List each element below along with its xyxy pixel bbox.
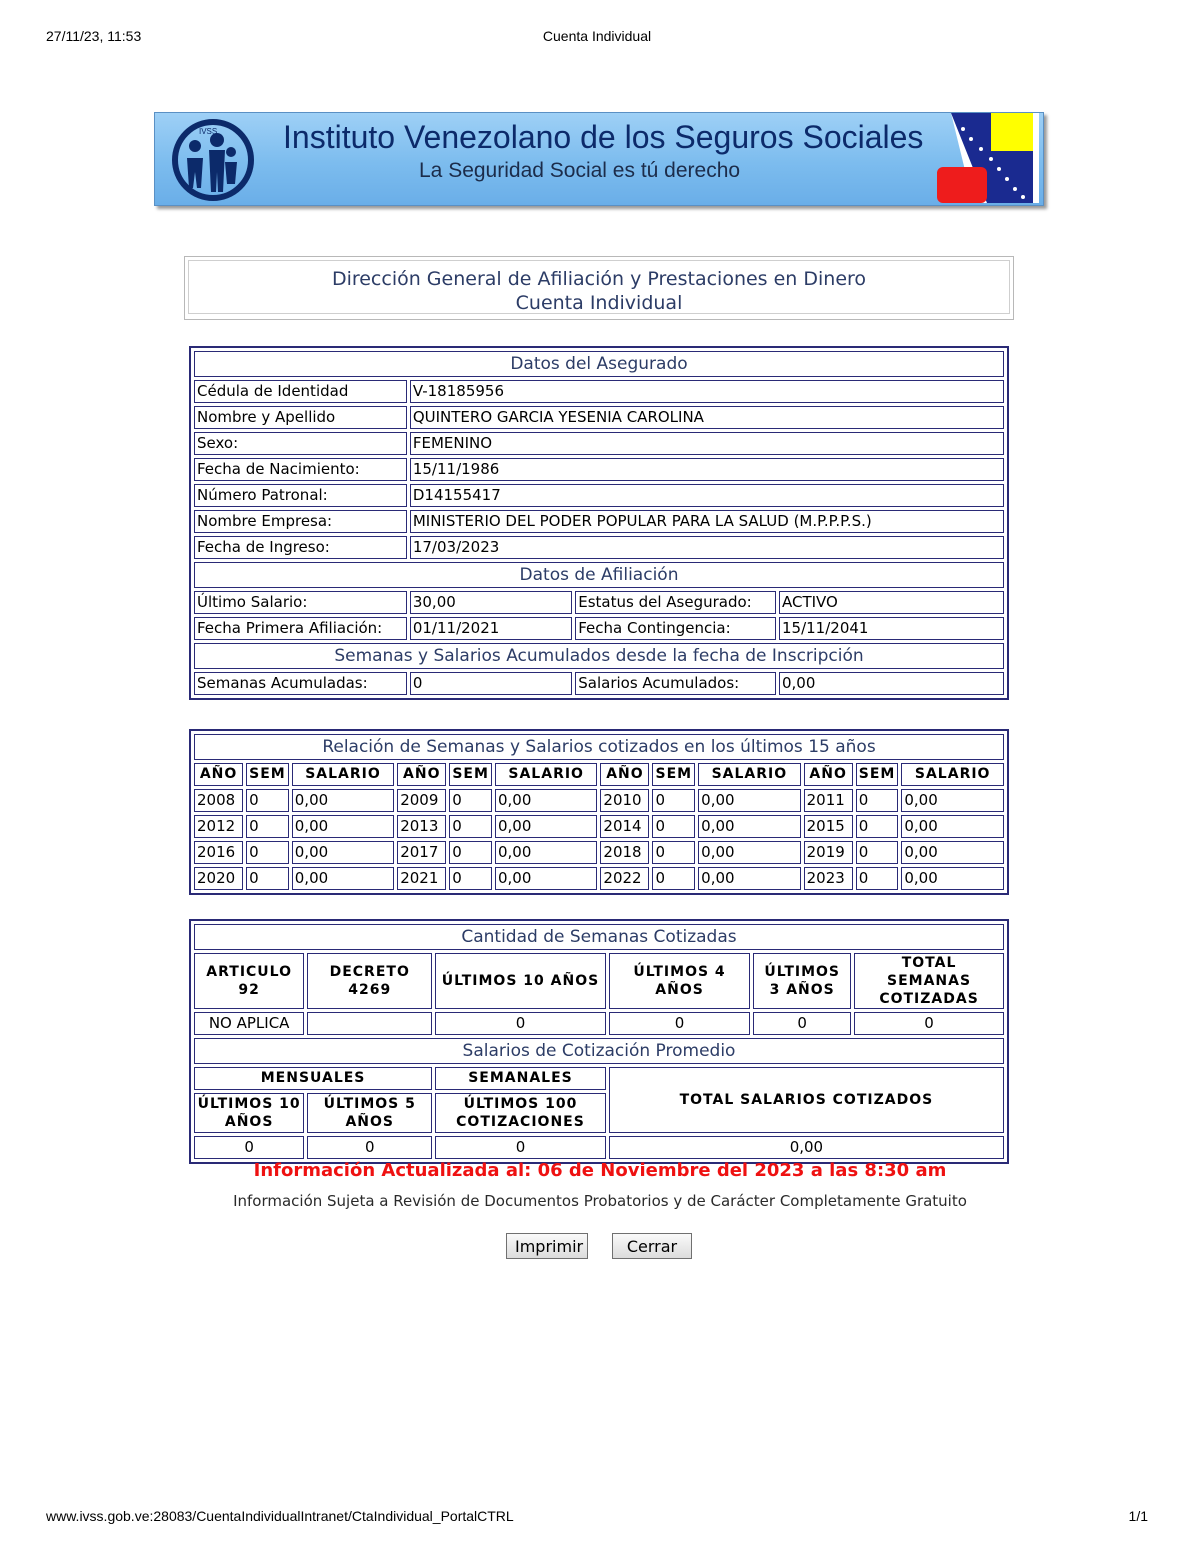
salarios-header-row [194,1067,1004,1090]
salary-cell: 0,00 [901,867,1004,890]
semanas-cotizadas-table [189,919,1009,1164]
print-header [46,28,1148,48]
year-cell: 2020 [194,867,243,890]
weeks-cell: 0 [449,841,492,864]
col-header-salario: SALARIO [901,763,1004,786]
salary-cell: 0,00 [292,841,394,864]
semanales-header: SEMANALES [435,1067,606,1090]
section-title-box [184,256,1014,320]
table-row [194,672,1004,695]
semanas-header-row [194,953,1004,1009]
col-header-ano: AÑO [600,763,649,786]
nombre-label: Nombre y Apellido [194,406,407,429]
table-row [194,841,1004,864]
col-header-ano: AÑO [397,763,446,786]
asegurado-section-title: Datos del Asegurado [194,351,1004,377]
table-row [194,1136,1004,1159]
salary-cell: 0,00 [698,867,800,890]
weeks-cell: 0 [856,789,899,812]
salary-cell: 0,00 [495,789,597,812]
articulo-92-value: NO APLICA [194,1012,304,1035]
decreto-4269-header: DECRETO 4269 [307,953,432,1009]
total-salarios-value: 0,00 [609,1136,1004,1159]
col-header-salario: SALARIO [292,763,394,786]
col-header-sem: SEM [652,763,695,786]
salary-cell: 0,00 [495,867,597,890]
ultimos-10-anos-subheader: ÚLTIMOS 10 AÑOS [194,1093,304,1133]
weeks-cell: 0 [246,789,289,812]
empresa-value: MINISTERIO DEL PODER POPULAR PARA LA SALUD (M.P.P.P.S.) [410,510,1004,533]
salary-cell: 0,00 [901,789,1004,812]
acumulados-section-title: Semanas y Salarios Acumulados desde la fecha de Inscripción [194,643,1004,669]
table-row [194,867,1004,890]
estatus-value: ACTIVO [779,591,1004,614]
table-row [194,458,1004,481]
table-row [194,617,1004,640]
table-row [194,591,1004,614]
nacimiento-value: 15/11/1986 [410,458,1004,481]
year-cell: 2022 [600,867,649,890]
print-page-number: 1/1 [1128,1508,1148,1524]
year-cell: 2019 [804,841,853,864]
table-row [194,380,1004,403]
weeks-cell: 0 [246,841,289,864]
cedula-label: Cédula de Identidad [194,380,407,403]
weeks-cell: 0 [449,789,492,812]
col-header-salario: SALARIO [495,763,597,786]
ultimos-100-cotizaciones-subheader: ÚLTIMOS 100 COTIZACIONES [435,1093,606,1133]
empresa-label: Nombre Empresa: [194,510,407,533]
salarios-acumulados-value: 0,00 [779,672,1004,695]
total-salarios-header: TOTAL SALARIOS COTIZADOS [609,1067,1004,1133]
print-url: www.ivss.gob.ve:28083/CuentaIndividualIntranet/CtaIndividual_PortalCTRL [46,1508,514,1524]
relacion-header-row [194,763,1004,786]
year-cell: 2010 [600,789,649,812]
relacion-section-title: Relación de Semanas y Salarios cotizados en los últimos 15 años [194,734,1004,760]
print-page-title: Cuenta Individual [542,28,652,44]
ultimos-4-anos-header: ÚLTIMOS 4 AÑOS [609,953,751,1009]
weeks-cell: 0 [856,841,899,864]
weeks-cell: 0 [856,815,899,838]
ingreso-label: Fecha de Ingreso: [194,536,407,559]
semanas-cotizadas-title: Cantidad de Semanas Cotizadas [194,924,1004,950]
ultimos-4-anos-value: 0 [609,1012,751,1035]
col-header-sem: SEM [449,763,492,786]
weeks-cell: 0 [652,815,695,838]
semanas-acumuladas-label: Semanas Acumuladas: [194,672,407,695]
year-cell: 2014 [600,815,649,838]
col-header-ano: AÑO [804,763,853,786]
table-row [194,789,1004,812]
salarios-acumulados-label: Salarios Acumulados: [575,672,776,695]
primera-afiliacion-value: 01/11/2021 [410,617,572,640]
banner-slogan: La Seguridad Social es tú derecho [419,159,741,182]
col-header-salario: SALARIO [698,763,800,786]
salary-cell: 0,00 [292,815,394,838]
year-cell: 2018 [600,841,649,864]
print-datetime: 27/11/23, 11:53 [46,28,142,44]
weeks-cell: 0 [652,841,695,864]
sexo-value: FEMENINO [410,432,1004,455]
ultimo-salario-value: 30,00 [410,591,572,614]
mensuales-header: MENSUALES [194,1067,432,1090]
salary-cell: 0,00 [292,867,394,890]
year-cell: 2023 [804,867,853,890]
weeks-cell: 0 [246,867,289,890]
close-button[interactable]: Cerrar [612,1233,692,1259]
contingencia-value: 15/11/2041 [779,617,1004,640]
table-row [194,406,1004,429]
year-cell: 2017 [397,841,446,864]
table-row [194,432,1004,455]
weeks-cell: 0 [449,867,492,890]
semanas-acumuladas-value: 0 [410,672,572,695]
year-cell: 2016 [194,841,243,864]
weeks-cell: 0 [449,815,492,838]
sexo-label: Sexo: [194,432,407,455]
total-semanas-value: 0 [854,1012,1004,1035]
patronal-value: D14155417 [410,484,1004,507]
articulo-92-header: ARTICULO 92 [194,953,304,1009]
year-cell: 2015 [804,815,853,838]
update-notice: Información Actualizada al: 06 de Noviembre del 2023 a las 8:30 am [253,1160,947,1181]
ivss-logo-icon [167,118,259,202]
ingreso-value: 17/03/2023 [410,536,1004,559]
salary-cell: 0,00 [698,789,800,812]
salary-cell: 0,00 [901,815,1004,838]
col-header-ano: AÑO [194,763,243,786]
col-header-sem: SEM [856,763,899,786]
table-row [194,815,1004,838]
banner-title: Instituto Venezolano de los Seguros Sociales [283,119,924,155]
ultimos-10-anos-value: 0 [435,1012,606,1035]
table-row [194,536,1004,559]
table-row [194,1012,1004,1035]
weeks-cell: 0 [652,789,695,812]
decreto-4269-value [307,1012,432,1035]
year-cell: 2021 [397,867,446,890]
ultimo-salario-label: Último Salario: [194,591,407,614]
print-button[interactable]: Imprimir [506,1233,588,1259]
contingencia-label: Fecha Contingencia: [575,617,776,640]
venezuela-flag-icon [933,113,1039,203]
primera-afiliacion-label: Fecha Primera Afiliación: [194,617,407,640]
salarios-promedio-title: Salarios de Cotización Promedio [194,1038,1004,1064]
salary-cell: 0,00 [698,841,800,864]
ultimos-10-anos-header: ÚLTIMOS 10 AÑOS [435,953,606,1009]
nombre-value: QUINTERO GARCIA YESENIA CAROLINA [410,406,1004,429]
cuenta-title: Cuenta Individual [515,292,683,314]
mensual-10-value: 0 [194,1136,304,1159]
datos-asegurado-table [189,346,1009,700]
ultimos-3-anos-value: 0 [753,1012,851,1035]
weeks-cell: 0 [652,867,695,890]
ultimos-5-anos-subheader: ÚLTIMOS 5 AÑOS [307,1093,432,1133]
ultimos-3-anos-header: ÚLTIMOS 3 AÑOS [753,953,851,1009]
print-footer [46,1508,1148,1528]
total-semanas-header: TOTAL SEMANAS COTIZADAS [854,953,1004,1009]
ivss-banner [154,112,1044,206]
salary-cell: 0,00 [901,841,1004,864]
estatus-label: Estatus del Asegurado: [575,591,776,614]
salary-cell: 0,00 [292,789,394,812]
semanal-100-value: 0 [435,1136,606,1159]
table-row [194,510,1004,533]
relacion-table [189,729,1009,895]
patronal-label: Número Patronal: [194,484,407,507]
table-row [194,484,1004,507]
afiliacion-section-title: Datos de Afiliación [194,562,1004,588]
nacimiento-label: Fecha de Nacimiento: [194,458,407,481]
year-cell: 2013 [397,815,446,838]
mensual-5-value: 0 [307,1136,432,1159]
salary-cell: 0,00 [495,841,597,864]
year-cell: 2008 [194,789,243,812]
cedula-value: V-18185956 [410,380,1004,403]
year-cell: 2009 [397,789,446,812]
year-cell: 2012 [194,815,243,838]
logo-text: IVSS [199,127,218,136]
weeks-cell: 0 [856,867,899,890]
review-notice: Información Sujeta a Revisión de Documentos Probatorios y de Carácter Completamente Gratuito [233,1192,967,1210]
salary-cell: 0,00 [495,815,597,838]
salary-cell: 0,00 [698,815,800,838]
direccion-title: Dirección General de Afiliación y Prestaciones en Dinero [331,268,867,290]
col-header-sem: SEM [246,763,289,786]
weeks-cell: 0 [246,815,289,838]
year-cell: 2011 [804,789,853,812]
